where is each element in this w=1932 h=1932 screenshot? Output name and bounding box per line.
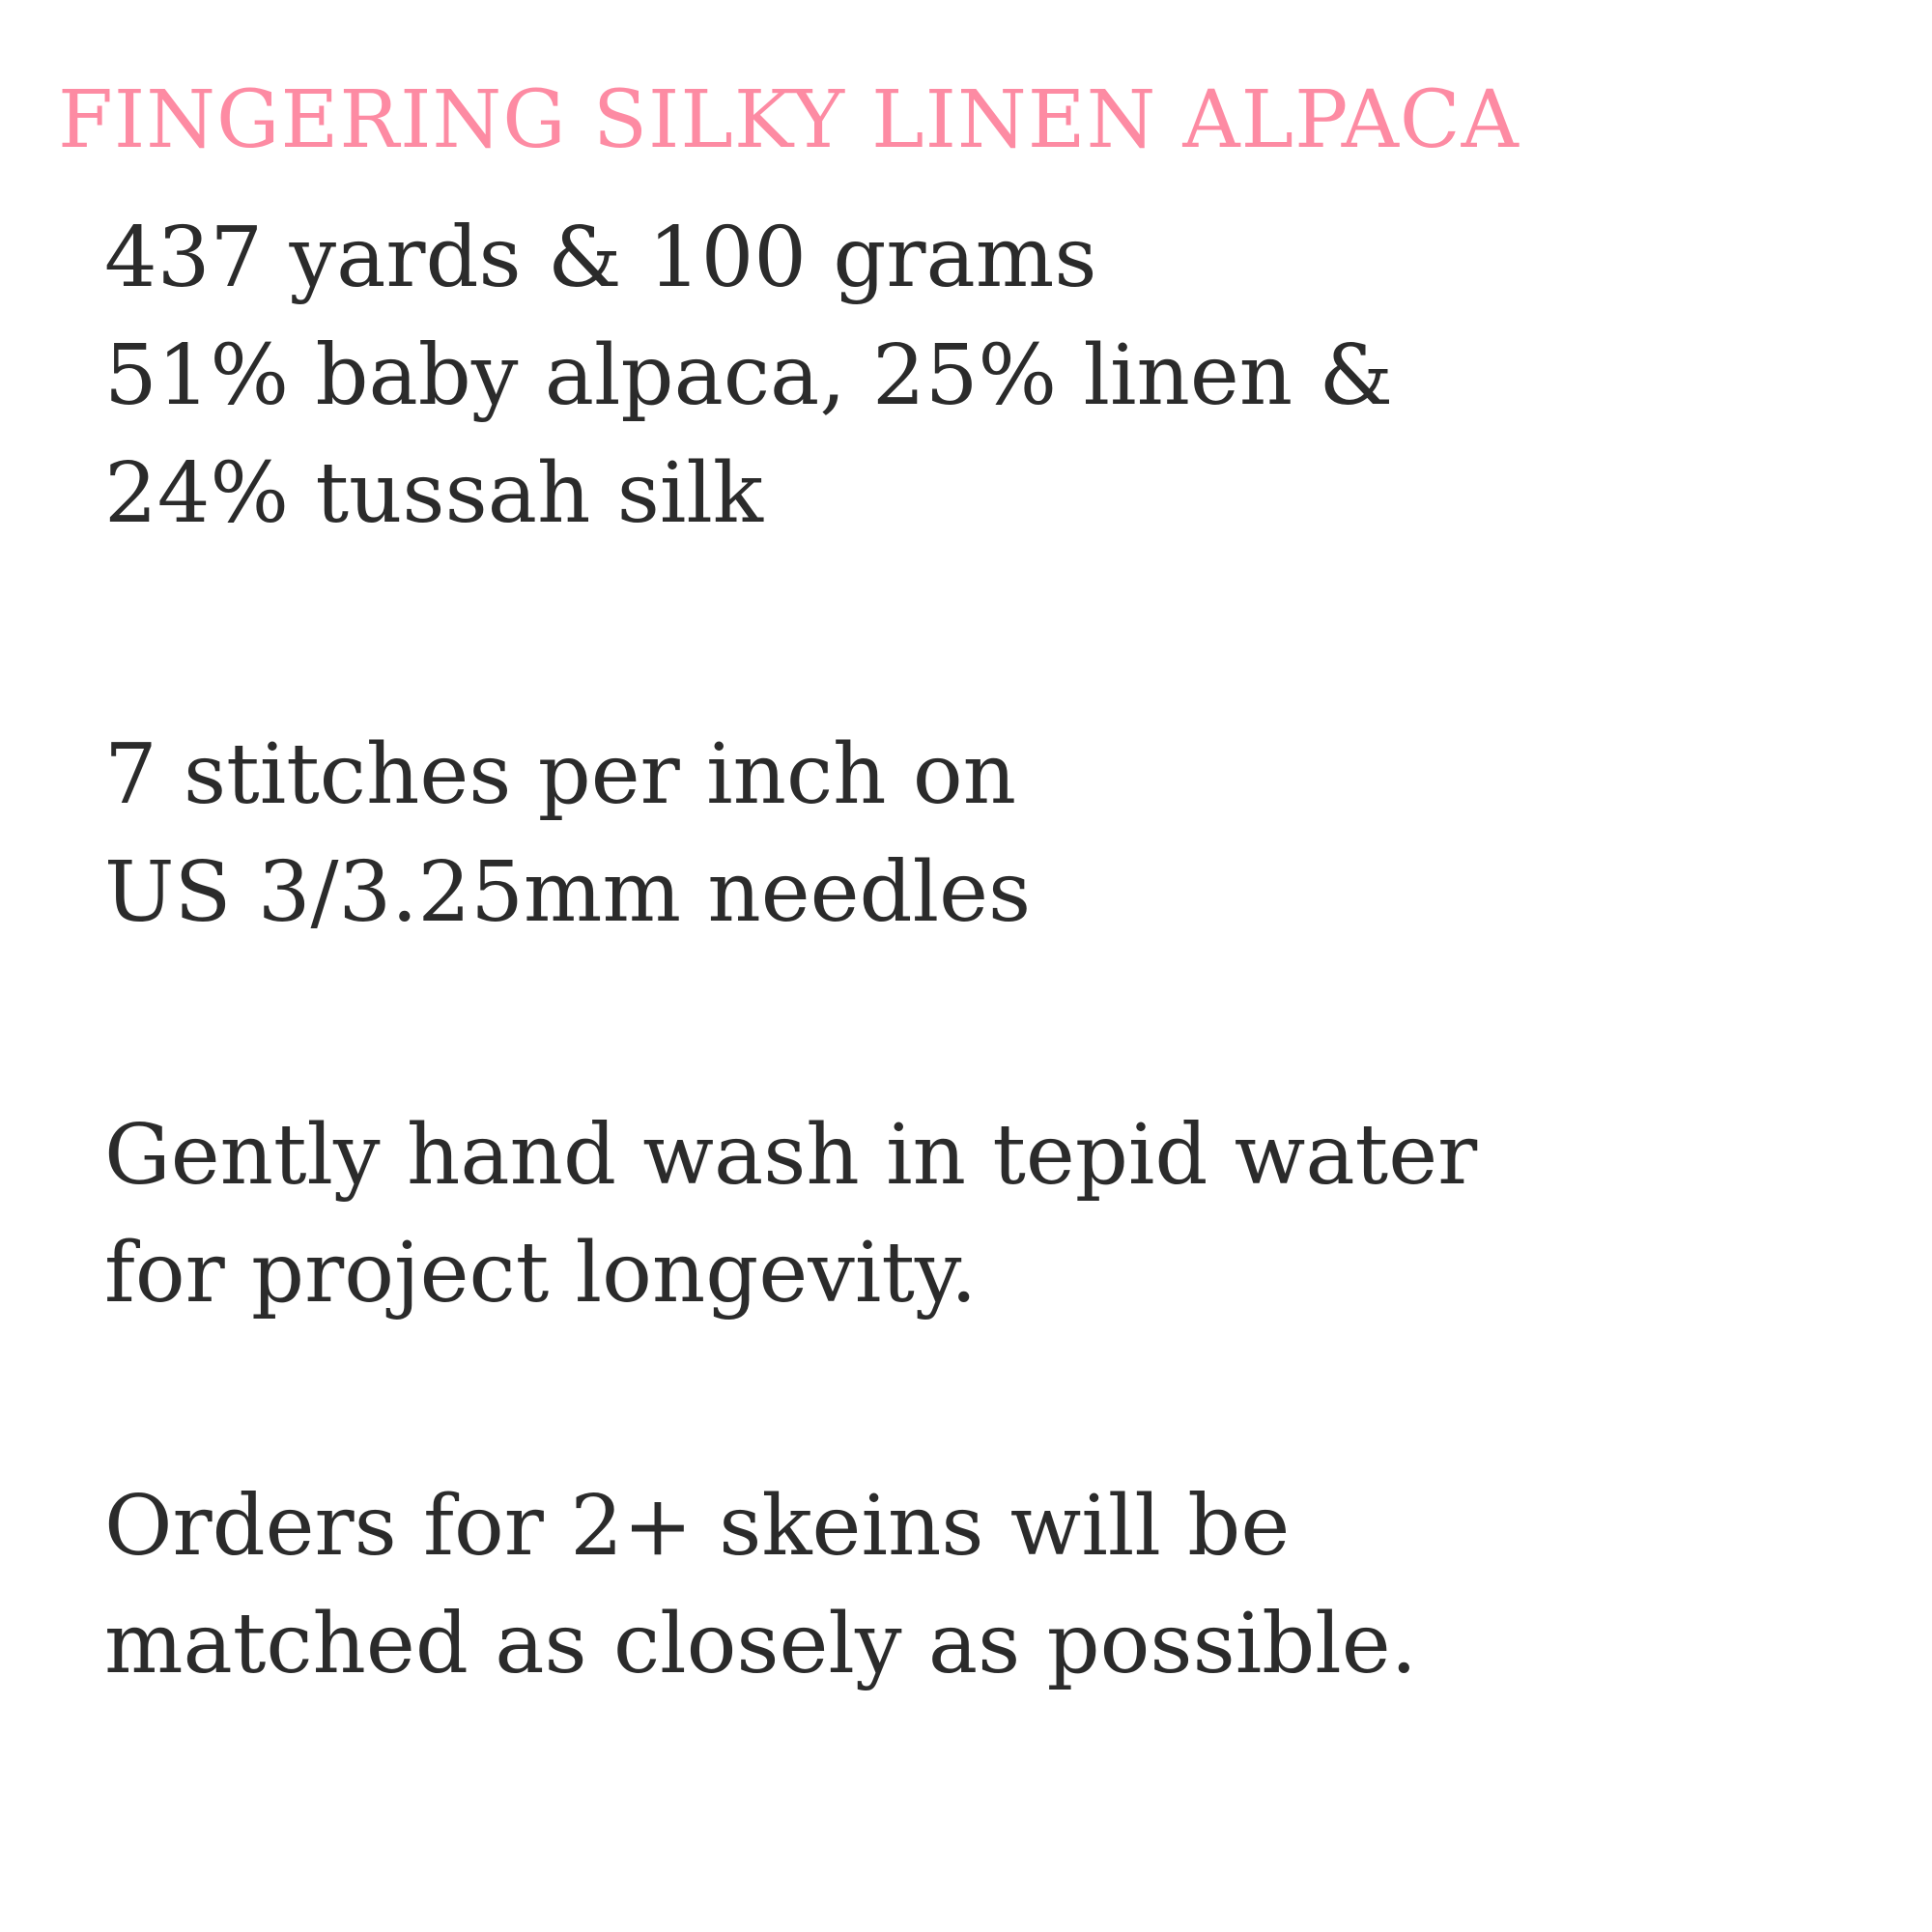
ordering-line-1: Orders for 2+ skeins will be [104, 1477, 1291, 1575]
page-title: FINGERING SILKY LINEN ALPACA [58, 74, 1520, 166]
fiber-content-line-2: 24% tussah silk [104, 445, 763, 543]
gauge-line-2: US 3/3.25mm needles [104, 843, 1032, 941]
yardage-weight-text: 437 yards & 100 grams [104, 210, 1097, 307]
care-instructions-group [104, 1096, 1872, 1332]
fiber-content-line-1: 51% baby alpaca, 25% linen & [104, 327, 1394, 425]
gauge-line-1: 7 stitches per inch on [104, 725, 1017, 823]
spacer-after-care [58, 1332, 1874, 1467]
spacer-after-gauge [58, 952, 1874, 1096]
ordering-note-group [104, 1467, 1872, 1703]
care-line-1: Gently hand wash in tepid water [104, 1106, 1478, 1204]
spacer-after-specs [58, 554, 1874, 716]
gauge-group [104, 716, 1872, 952]
care-line-2: for project longevity. [104, 1224, 978, 1321]
ordering-line-2: matched as closely as possible. [104, 1596, 1417, 1693]
yarn-specs-group [104, 199, 1872, 553]
